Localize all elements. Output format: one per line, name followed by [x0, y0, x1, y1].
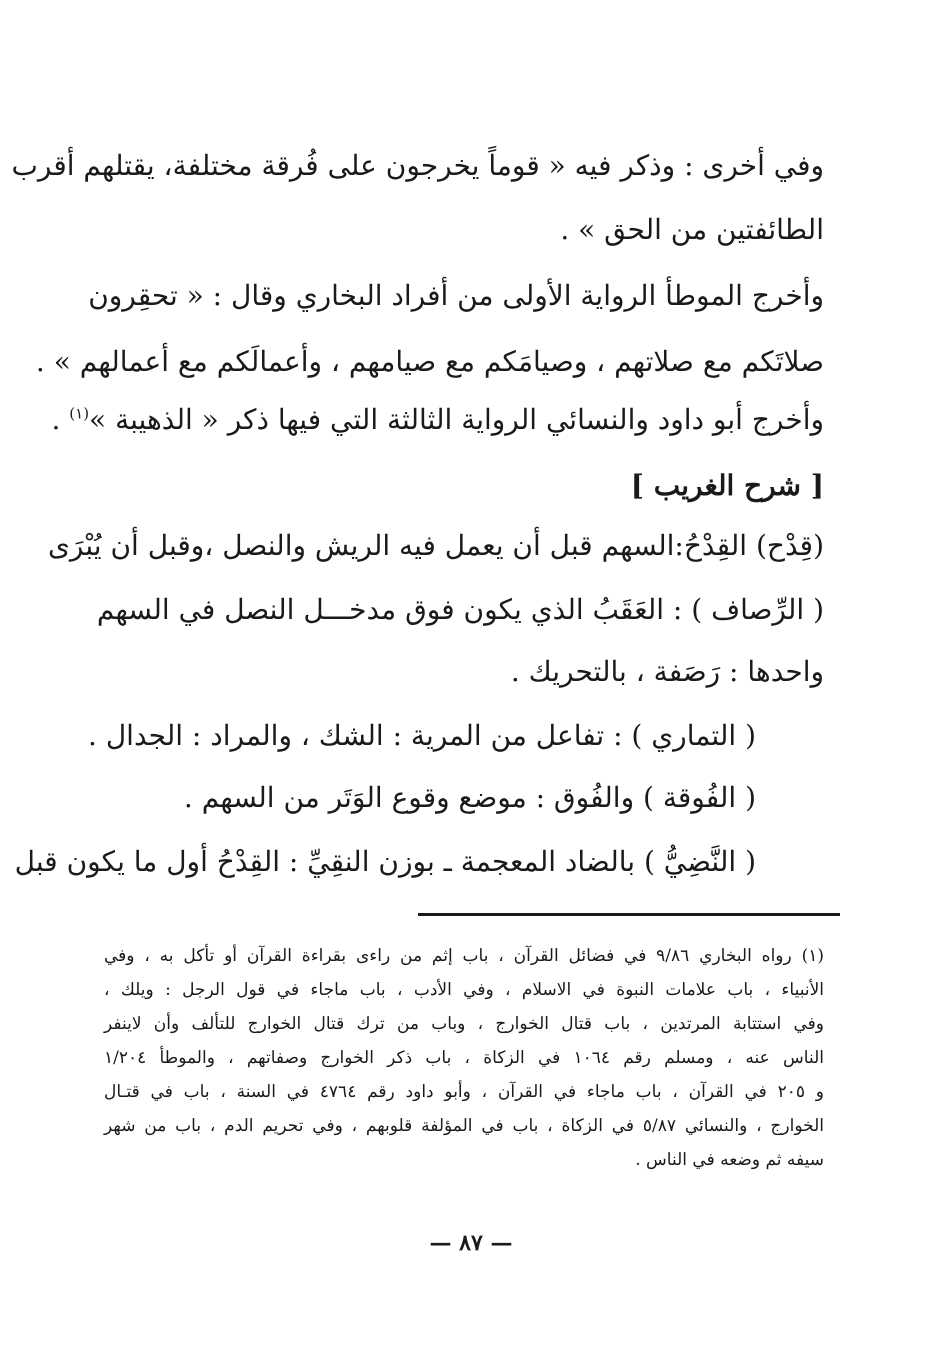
body-line-5-end: .: [51, 403, 70, 436]
body-line-5: [51, 400, 824, 440]
body-line-4: صلاتَكم مع صلاتهم ، وصيامَكم مع صيامهم ، وأعمالَكم مع أعمالهم » .: [35, 345, 824, 378]
body-line-5-text: وأخرج أبو داود والنسائي الرواية الثالثة التي فيها ذكر « الذهيبة »: [89, 403, 824, 436]
footnote-line-6: الخوارج ، والنسائي ٥/٨٧ في الزكاة ، باب في المؤلفة قلوبهم ، وفي تحريم الدم ، باب من شهر: [104, 1116, 824, 1136]
footnote-line-5: و ٢٠٥ في القرآن ، باب ماجاء في القرآن ، وأبو داود رقم ٤٧٦٤ في السنة ، باب في قتـال: [104, 1082, 824, 1102]
footnote-line-2: الأنبياء ، باب علامات النبوة في الاسلام ، وفي الأدب ، باب ماجاء في قول الرجل : ويلك ،: [104, 980, 824, 1000]
footnote-line-3: وفي استتابة المرتدين ، باب قتال الخوارج ، وباب من ترك قتال الخوارج للتألف وأن لاينفر: [104, 1014, 824, 1034]
heading-text: شرح الغريب: [653, 469, 801, 502]
section-heading: [631, 466, 824, 506]
gloss-line-4: ( التماري ) : تفاعل من المرية : الشك ، والمراد : الجدال .: [88, 719, 756, 752]
heading-bracket-open: [: [810, 469, 824, 502]
body-line-3: وأخرج الموطأ الرواية الأولى من أفراد البخاري وقال : « تحقِرون: [88, 279, 824, 312]
gloss-line-3: واحدها : رَصَفة ، بالتحريك .: [510, 655, 824, 688]
heading-bracket-close: ]: [630, 469, 644, 502]
body-line-1: وفي أخرى : وذكر فيه « قوماً يخرجون على فُرقة مختلفة، يقتلهم أقرب: [11, 149, 824, 182]
body-line-2: الطائفتين من الحق » .: [560, 213, 824, 246]
footnote-ref-1[interactable]: (١): [69, 404, 90, 423]
page-number: — ٨٧ —: [429, 1230, 513, 1256]
gloss-line-2: ( الرِّصاف ) : العَقَبُ الذي يكون فوق مدخـــل النصل في السهم: [96, 593, 824, 626]
footnote-line-7: سيفه ثم وضعه في الناس .: [635, 1150, 824, 1170]
footnote-line-4: الناس عنه ، ومسلم رقم ١٠٦٤ في الزكاة ، باب ذكر الخوارج وصفاتهم ، والموطأ ١/٢٠٤: [104, 1048, 825, 1068]
gloss-line-5: ( الفُوقة ) والفُوق : موضع وقوع الوَتَر من السهم .: [183, 781, 756, 814]
gloss-line-6: ( النَّضِيُّ ) بالضاد المعجمة ـ بوزن النقِيِّ : القِدْحُ أول ما يكون قبل: [14, 845, 756, 878]
gloss-line-1: (قِدْح) القِدْحُ:السهم قبل أن يعمل فيه الريش والنصل ،وقبل أن يُبْرَى: [47, 529, 824, 562]
footnote-line-1: (١) رواه البخاري ٩/٨٦ في فضائل القرآن ، باب إثم من راءى بقراءة القرآن أو تأكل به ، وفي: [104, 946, 824, 966]
footnote-separator: [418, 913, 840, 916]
